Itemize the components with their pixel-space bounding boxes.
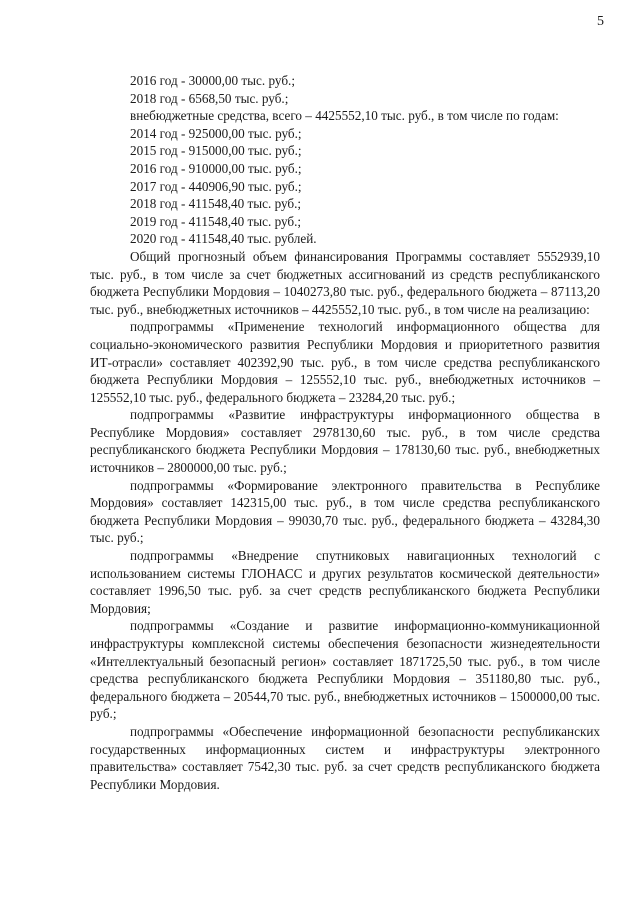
funding-line-2016: 2016 год - 30000,00 тыс. руб.; [130, 73, 295, 88]
document-body [90, 72, 600, 793]
year-line: 2017 год - 440906,90 тыс. руб.; [130, 178, 302, 194]
funding-line-2018: 2018 год - 6568,50 тыс. руб.; [130, 90, 289, 106]
year-line: 2014 год - 925000,00 тыс. руб.; [130, 125, 302, 141]
subprogram-infrastructure-paragraph: подпрограммы «Развитие инфраструктуры информационного общества в Республике Мордовия» составляет 2978130,60 тыс. руб., в том числе средства республиканского бюджета Республики Мордовия – 178130,60 тыс. руб., внебюджетных источников – 2800000,00 тыс. руб.; [90, 407, 600, 476]
subprogram-safe-region-paragraph: подпрограммы «Создание и развитие информационно-коммуникационной инфраструктуры комплексной системы обеспечения безопасности жизнедеятельности «Интеллектуальный безопасный регион» составляет 1871725,50 тыс. руб., в том числе средства республиканского бюджета Республики Мордовия – 351180,80 тыс. руб., федерального бюджета – 20544,70 тыс. руб., внебюджетных источников – 1500000,00 тыс. руб.; [90, 618, 600, 722]
year-line: 2020 год - 411548,40 тыс. рублей. [130, 231, 317, 247]
year-line: 2016 год - 910000,00 тыс. руб.; [130, 160, 302, 176]
extrabudget-paragraph: внебюджетные средства, всего – 4425552,10 тыс. руб., в том числе по годам: [130, 108, 559, 124]
page-number: 5 [597, 14, 604, 29]
year-line: 2018 год - 411548,40 тыс. руб.; [130, 196, 302, 212]
subprogram-it-paragraph: подпрограммы «Применение технологий информационного общества для социально-экономического развития Республики Мордовия и приоритетного развития ИТ-отрасли» составляет 402392,90 тыс. руб., в том числе средства республиканского бюджета Республики Мордовия – 125552,10 тыс. руб., внебюджетных источников – 125552,10 тыс. руб., федерального бюджета – 23284,20 тыс. руб.; [90, 319, 600, 405]
total-funding-paragraph: Общий прогнозный объем финансирования Программы составляет 5552939,10 тыс. руб., в том числе за счет бюджетных ассигнований из средств республиканского бюджета Республики Мордовия – 1040273,80 тыс. руб., федерального бюджета – 87113,20 тыс. руб., внебюджетных источников – 4425552,10 тыс. руб., в том числе на реализацию: [90, 248, 600, 317]
subprogram-glonass-paragraph: подпрограммы «Внедрение спутниковых навигационных технологий с использованием системы ГЛОНАСС и других результатов космической деятельности» составляет 1996,50 тыс. руб. за счет средств республиканского бюджета Республики Мордовия; [90, 548, 600, 616]
subprogram-infosec-paragraph: подпрограммы «Обеспечение информационной безопасности республиканских государственных информационных систем и инфраструктуры электронного правительства» составляет 7542,30 тыс. руб. за счет средств республиканского бюджета Республики Мордовия. [90, 723, 600, 792]
year-line: 2019 год - 411548,40 тыс. руб.; [130, 213, 302, 229]
subprogram-egov-paragraph: подпрограммы «Формирование электронного правительства в Республике Мордовия» составляет 142315,00 тыс. руб., в том числе средства республиканского бюджета Республики Мордовия – 99030,70 тыс. руб., федерального бюджета – 43284,30 тыс. руб.; [90, 477, 600, 546]
year-line: 2015 год - 915000,00 тыс. руб.; [130, 143, 302, 159]
